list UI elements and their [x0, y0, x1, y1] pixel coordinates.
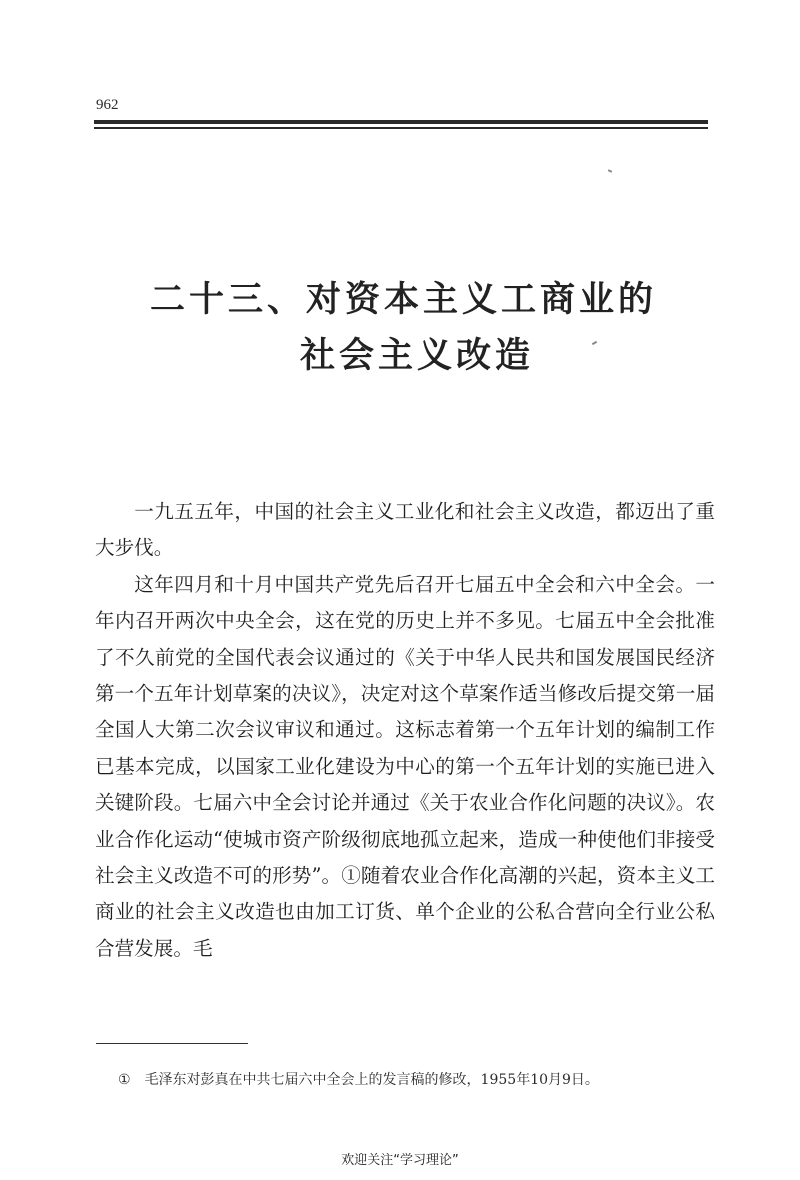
footnote-mark: ①: [118, 1072, 131, 1088]
chapter-title-line-2: 社会主义改造: [300, 336, 535, 376]
footnote-separator: [96, 1043, 248, 1044]
scan-speck: [592, 341, 597, 345]
footnote: [118, 1069, 599, 1089]
chapter-title-line-1: 二十三、对资本主义工商业的: [150, 280, 658, 320]
body-paragraph: 一九五五年，中国的社会主义工业化和社会主义改造，都迈出了重大步伐。: [95, 500, 715, 560]
scan-speck: [608, 169, 612, 173]
body-text: [95, 494, 715, 967]
body-paragraph: 这年四月和十月中国共产党先后召开七届五中全会和六中全会。一年内召开两次中央全会，这在党的历史上并不多见。七届五中全会批准了不久前党的全国代表会议通过的《关于中华人民共和国发展国民经济第一个五年计划草案的决议》，决定对这个草案作适当修改后提交第一届全国人大第二次会议审议和通过。这标志着第一个五年计划的编制工作已基本完成，以国家工业化建设为中心的第一个五年计划的实施已进入关键阶段。七届六中全会讨论并通过《关于农业合作化问题的决议》。农业合作化运动“使城市资产阶级彻底地孤立起来，造成一种使他们非接受社会主义改造不可的形势”。①随着农业合作化高潮的兴起，资本主义工商业的社会主义改造也由加工订货、单个企业的公私合营向全行业公私合营发展。毛: [95, 572, 715, 960]
footer-promo-text: 欢迎关注“学习理论”: [341, 1153, 459, 1168]
footnote-text: 毛泽东对彭真在中共七届六中全会上的发言稿的修改，1955年10月9日。: [144, 1072, 599, 1088]
header-rule-thin: [94, 127, 708, 129]
page-number: 962: [96, 97, 119, 113]
header-rule-thick: [94, 120, 708, 124]
